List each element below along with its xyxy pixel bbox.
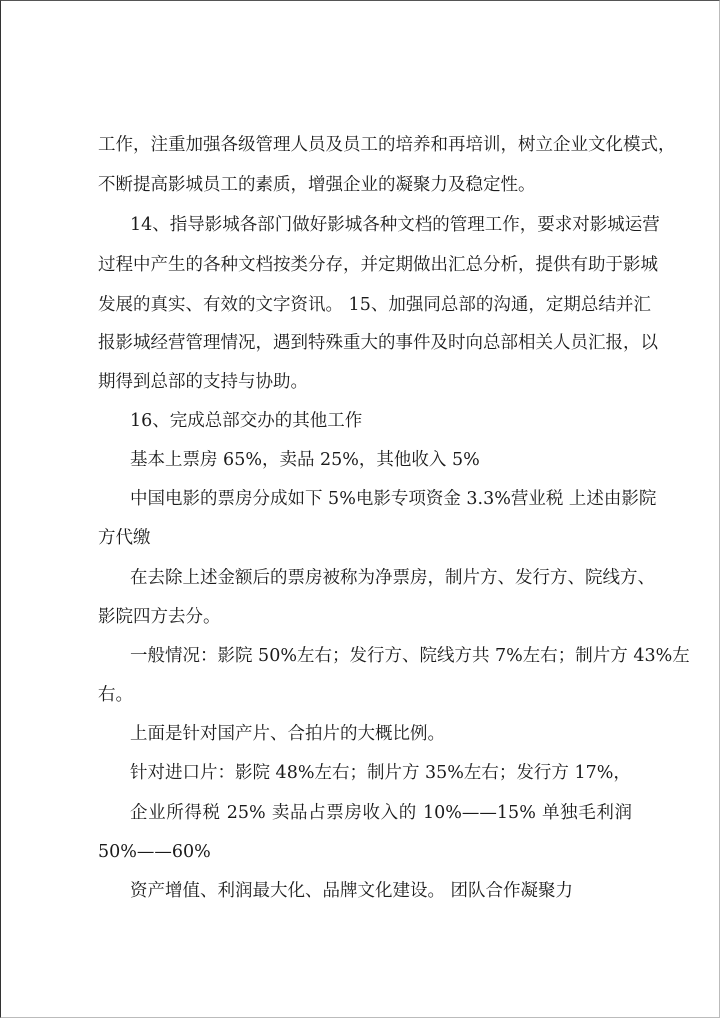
text-line: 在去除上述金额后的票房被称为净票房，制片方、发行方、院线方、 [130,568,655,588]
text-line: 16、完成总部交办的其他工作 [130,411,363,431]
text-line: 过程中产生的各种文档按类分存，并定期做出汇总分析，提供有助于影城 [98,255,658,275]
text-line: 影院四方去分。 [98,607,221,627]
text-line: 方代缴 [98,528,151,548]
text-line: 报影城经营管理情况，遇到特殊重大的事件及时向总部相关人员汇报，以 [98,333,658,353]
text-line: 工作，注重加强各级管理人员及员工的培养和再培训，树立企业文化模式， [98,135,676,155]
text-line: 上面是针对国产片、合拍片的大概比例。 [130,724,445,744]
text-line: 期得到总部的支持与协助。 [98,372,308,392]
text-line: 基本上票房 65%，卖品 25%，其他收入 5% [130,450,480,470]
text-line: 50%——60% [98,842,211,862]
text-line: 中国电影的票房分成如下 5%电影专项资金 3.3%营业税 上述由影院 [130,489,657,509]
text-line: 右。 [98,685,133,705]
text-line: 一般情况：影院 50%左右；发行方、院线方共 7%左右；制片方 43%左 [130,646,690,666]
text-line: 企业所得税 25% 卖品占票房收入的 10%——15% 单独毛利润 [130,803,632,823]
text-line: 资产增值、利润最大化、品牌文化建设。 团队合作凝聚力 [130,881,574,901]
text-line: 针对进口片：影院 48%左右；制片方 35%左右；发行方 17%， [130,763,631,783]
text-line: 发展的真实、有效的文字资讯。 15、加强同总部的沟通，定期总结并汇 [98,295,651,315]
text-line: 14、指导影城各部门做好影城各种文档的管理工作，要求对影城运营 [130,215,660,235]
text-line: 不断提高影城员工的素质，增强企业的凝聚力及稳定性。 [98,175,536,195]
